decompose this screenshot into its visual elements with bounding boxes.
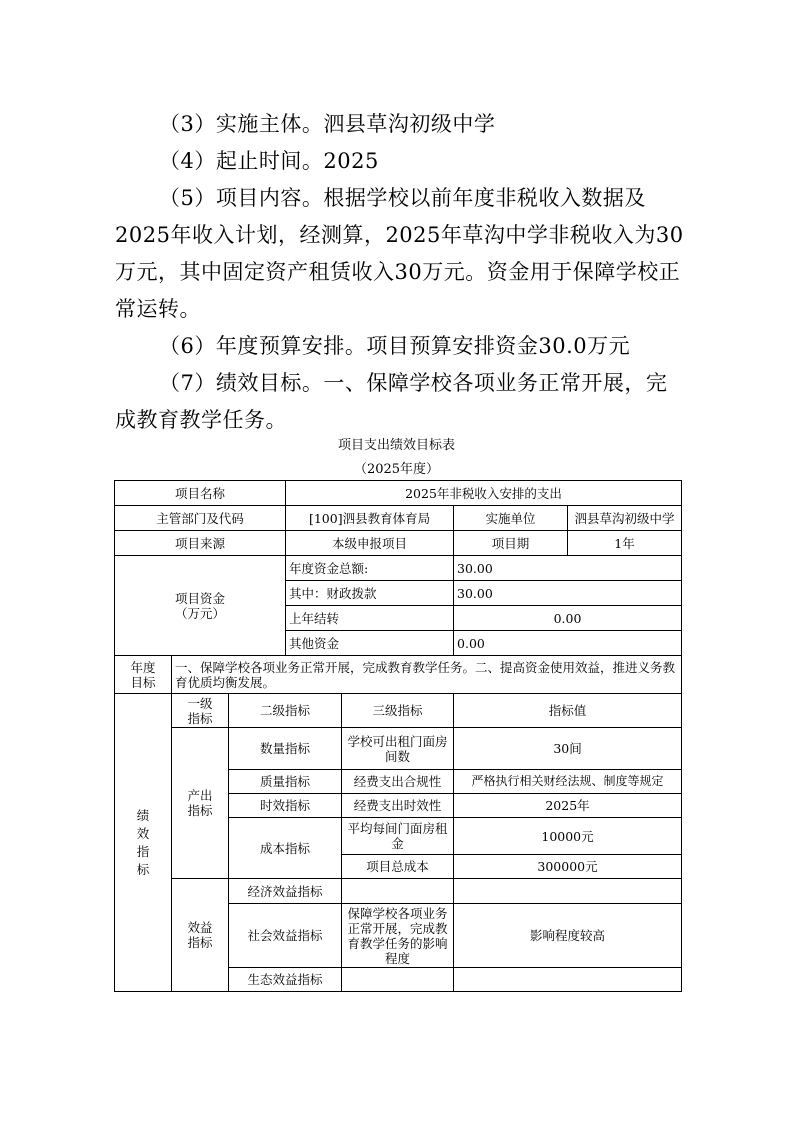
funds-other-value: 0.00 — [454, 631, 682, 656]
annual-goal-text: 一、保障学校各项业务正常开展，完成教育教学任务。二、提高资金使用效益，推进义务教育优质均衡发展。 — [172, 656, 682, 694]
source-value: 本级申报项目 — [286, 531, 454, 556]
output-level3: 经费支出时效性 — [342, 794, 454, 818]
annual-goal-label — [115, 656, 172, 694]
annual-goal-label-line1: 年度 — [130, 659, 156, 675]
period-value: 1年 — [568, 531, 682, 556]
benefit-level2: 社会效益指标 — [229, 904, 342, 968]
benefit-value — [454, 879, 682, 904]
table-row — [115, 556, 682, 581]
output-level3: 经费支出合规性 — [342, 770, 454, 794]
dept-label: 主管部门及代码 — [115, 506, 286, 531]
table-year: （2025年度） — [353, 462, 440, 477]
table-row — [115, 531, 682, 556]
header-level3: 三级指标 — [342, 694, 454, 728]
indicator-label-text: 绩效指标 — [136, 807, 150, 877]
paragraph-content: （5）项目内容。根据学校以前年度非税收入数据及2025年收入计划，经测算，2025年草沟中学非税收入为30万元，其中固定资产租赁收入30万元。资金用于保障学校正常运转。 — [115, 186, 684, 321]
table-row — [115, 481, 682, 506]
header-level1-text: 一级指标 — [187, 695, 213, 726]
project-name-label: 项目名称 — [115, 481, 286, 506]
output-value: 30间 — [454, 728, 682, 770]
source-label: 项目来源 — [115, 531, 286, 556]
benefit-level2: 经济效益指标 — [229, 879, 342, 904]
annual-goal-label-line2: 目标 — [130, 674, 156, 690]
output-level2: 时效指标 — [229, 794, 342, 818]
funds-other-label: 其他资金 — [286, 631, 454, 656]
output-value: 2025年 — [454, 794, 682, 818]
output-value: 300000元 — [454, 855, 682, 879]
output-level2: 数量指标 — [229, 728, 342, 770]
output-level3: 项目总成本 — [342, 855, 454, 879]
funds-label-line2: （万元） — [175, 605, 226, 621]
benefit-level2: 生态效益指标 — [229, 968, 342, 992]
table-row — [115, 506, 682, 531]
performance-table — [114, 480, 682, 992]
funds-label — [115, 556, 286, 656]
header-level2: 二级指标 — [229, 694, 342, 728]
funds-total-value: 30.00 — [454, 556, 682, 581]
paragraph-budget: （6）年度预算安排。项目预算安排资金30.0万元 — [159, 334, 631, 358]
paragraph-period: （4）起止时间。2025 — [159, 149, 379, 173]
output-value: 严格执行相关财经法规、制度等规定 — [454, 770, 682, 794]
output-value: 10000元 — [454, 818, 682, 855]
benefit-label — [172, 879, 229, 992]
funds-carryover-label: 上年结转 — [286, 606, 454, 631]
table-row — [115, 694, 682, 728]
benefit-value — [454, 968, 682, 992]
funds-fiscal-label: 其中：财政拨款 — [286, 581, 454, 606]
output-level3: 平均每间门面房租金 — [342, 818, 454, 855]
table-row — [115, 728, 682, 770]
benefit-level3: 保障学校各项业务正常开展，完成教育教学任务的影响程度 — [342, 904, 454, 968]
impl-unit-label: 实施单位 — [454, 506, 568, 531]
benefit-value: 影响程度较高 — [454, 904, 682, 968]
table-row — [115, 656, 682, 694]
indicator-label — [115, 694, 172, 992]
output-level2: 质量指标 — [229, 770, 342, 794]
funds-fiscal-value: 30.00 — [454, 581, 682, 606]
header-level1 — [172, 694, 229, 728]
impl-unit-value: 泗县草沟初级中学 — [568, 506, 682, 531]
benefit-level3 — [342, 968, 454, 992]
paragraph-goal: （7）绩效目标。一、保障学校各项业务正常开展，完成教育教学任务。 — [115, 371, 668, 432]
output-label — [172, 728, 229, 879]
table-row — [115, 879, 682, 904]
paragraph-implementer: （3）实施主体。泗县草沟初级中学 — [159, 112, 496, 136]
funds-label-line1: 项目资金 — [175, 590, 226, 606]
output-level2: 成本指标 — [229, 818, 342, 879]
project-name-value: 2025年非税收入安排的支出 — [286, 481, 682, 506]
header-value: 指标值 — [454, 694, 682, 728]
dept-value: [100]泗县教育体育局 — [286, 506, 454, 531]
benefit-level3 — [342, 879, 454, 904]
benefit-label-text: 效益指标 — [187, 920, 213, 950]
period-label: 项目期 — [454, 531, 568, 556]
funds-carryover-value: 0.00 — [454, 606, 682, 631]
output-level3: 学校可出租门面房间数 — [342, 728, 454, 770]
table-title: 项目支出绩效目标表 — [337, 438, 455, 453]
funds-total-label: 年度资金总额: — [286, 556, 454, 581]
output-label-text: 产出指标 — [187, 788, 213, 818]
